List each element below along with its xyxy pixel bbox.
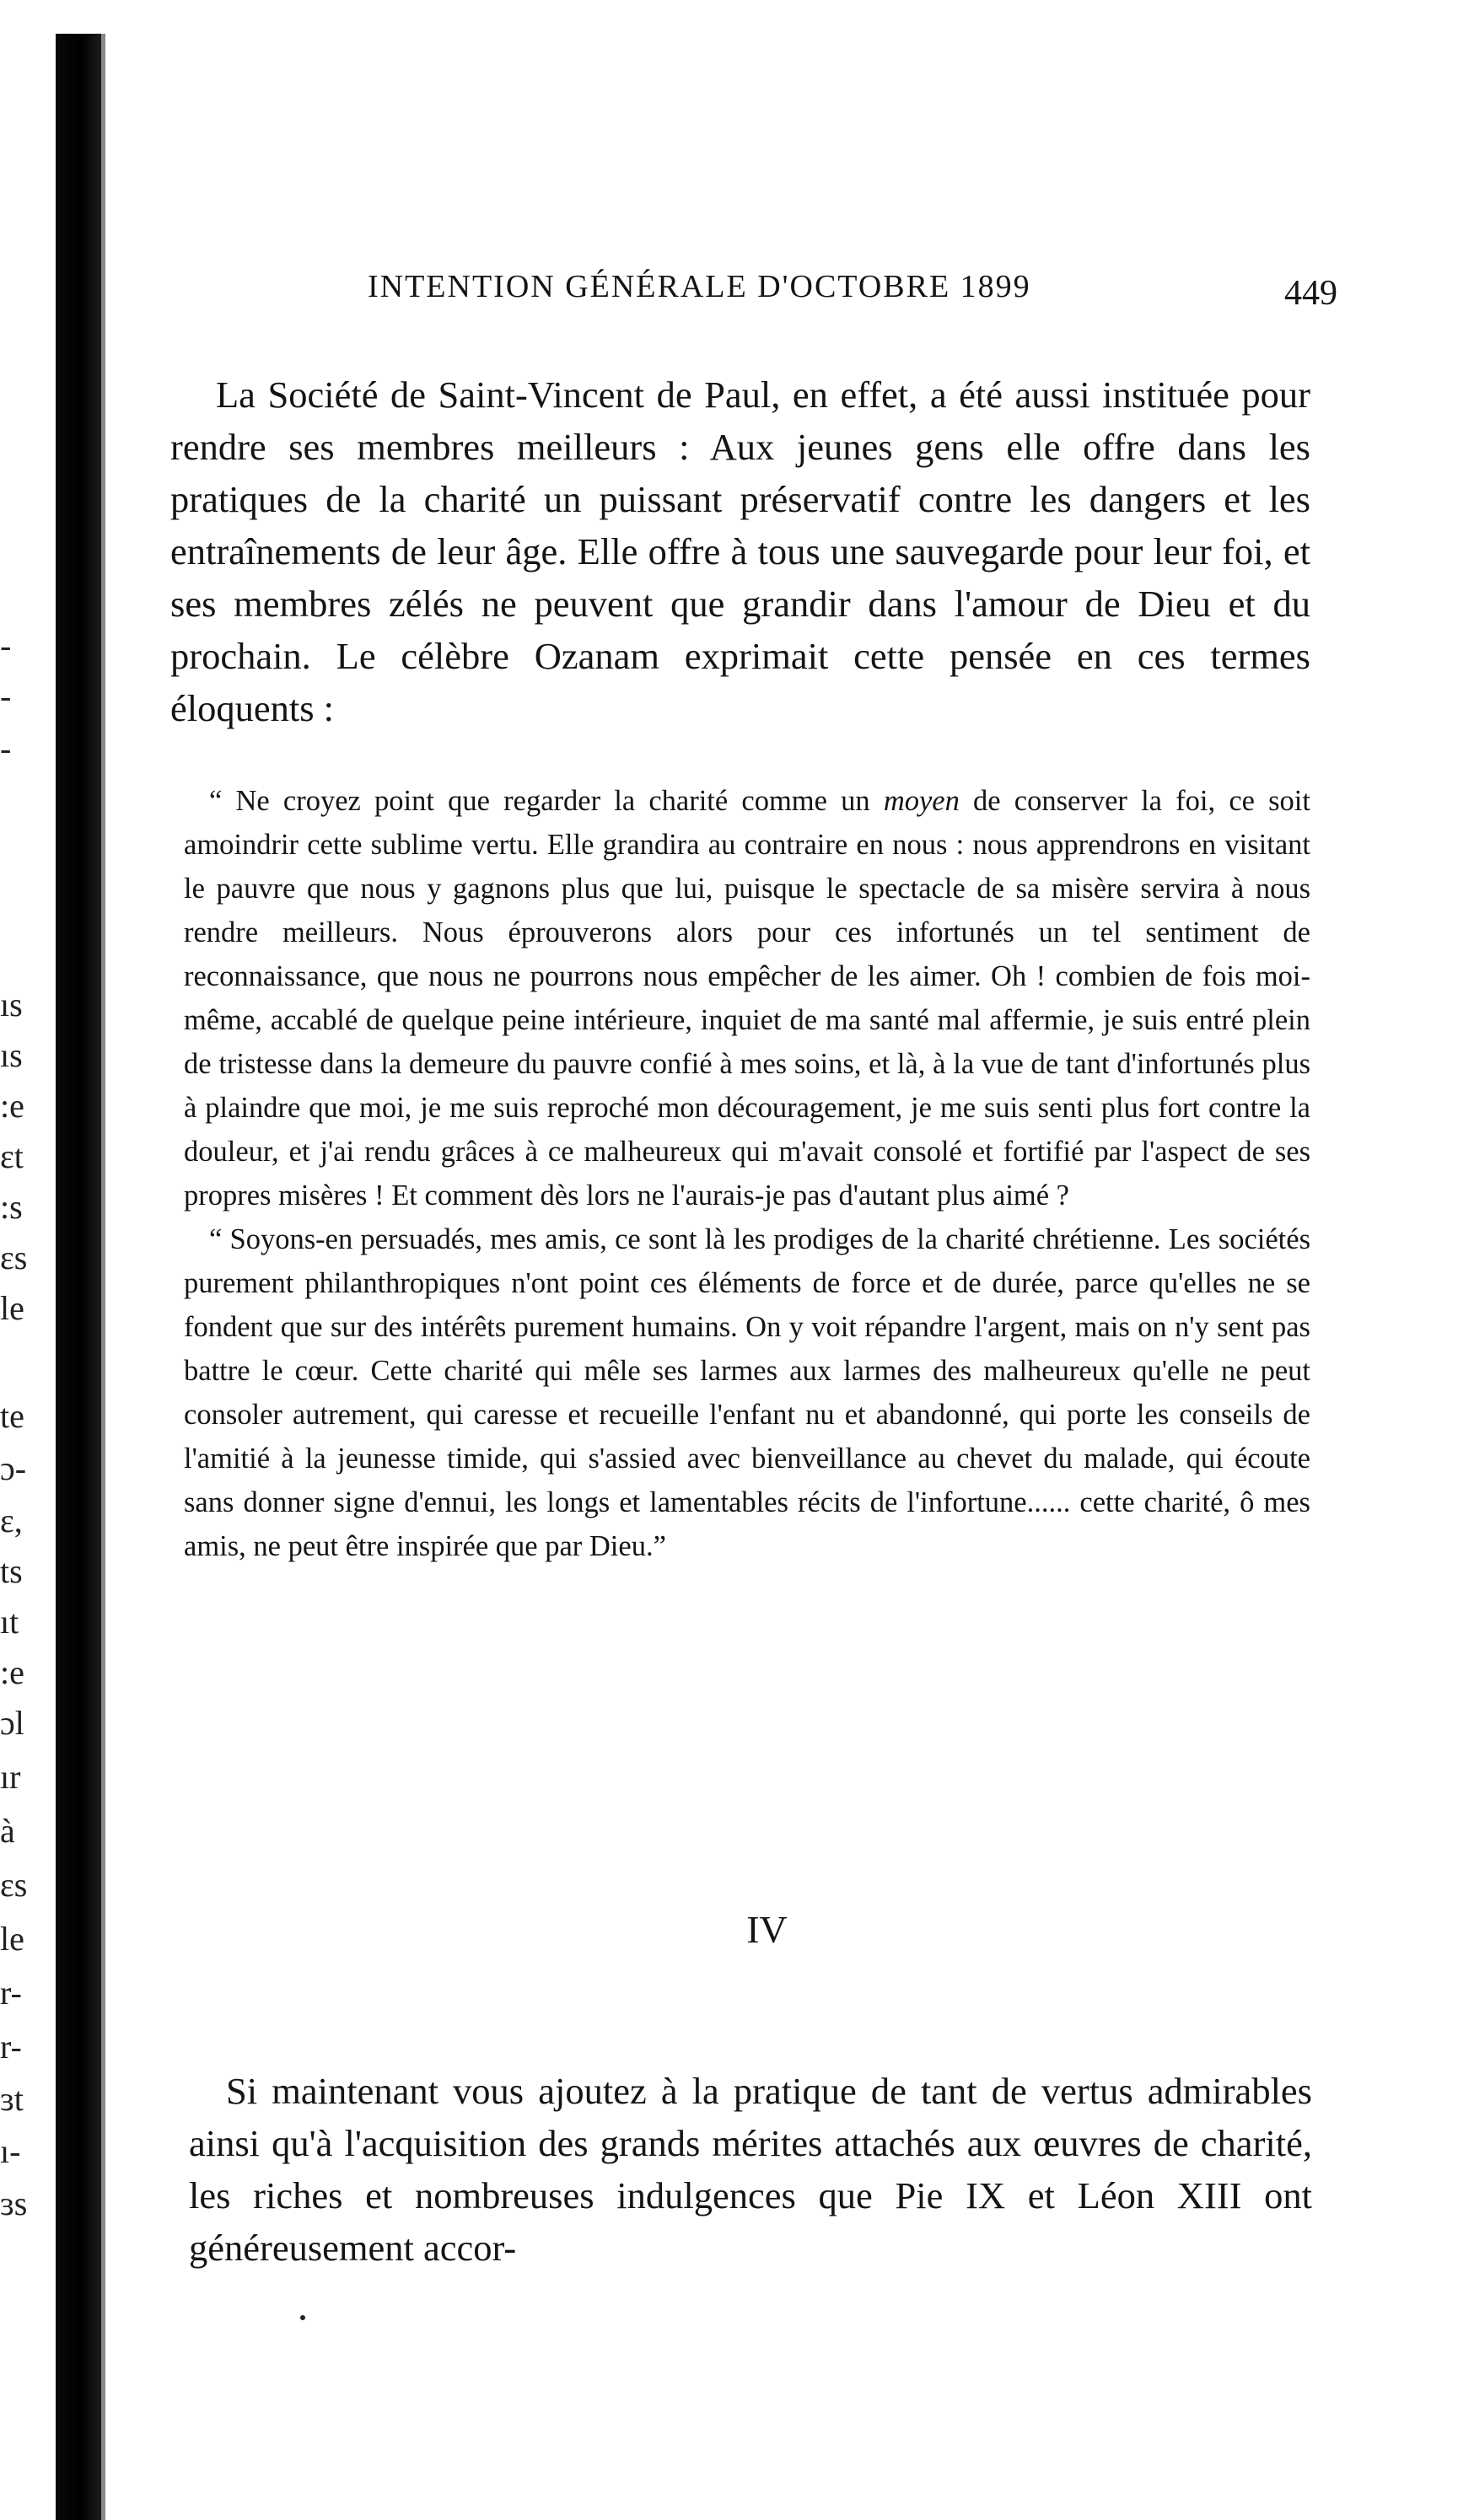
facing-page-fragment: ır <box>0 1758 21 1796</box>
facing-page-fragment: ıs <box>0 1036 23 1074</box>
paragraph-indulgences: Si maintenant vous ajoutez à la pratique de tant de vertus admirables ainsi qu'à l'acquisition des grands mérites attachés aux œuvres de charité, les riches et nombreuses indulgences que Pie IX et Léon XIII ont généreusement accor- <box>189 2069 1312 2269</box>
page-header <box>368 268 1337 319</box>
section-heading: IV <box>746 1908 788 1951</box>
facing-page-fragment: le <box>0 1289 24 1327</box>
facing-page-fragment: ɔ- <box>0 1449 27 1487</box>
book-spine-edge <box>101 34 105 2520</box>
quotation-paragraph-1 <box>184 779 1310 1217</box>
facing-page-fragment: r- <box>0 1974 22 2012</box>
facing-page-fragment: - <box>0 626 12 664</box>
book-spine-shadow <box>56 34 101 2520</box>
facing-page-fragment: - <box>0 677 12 715</box>
facing-page-fragment: ɛs <box>0 1866 28 1904</box>
facing-page-fragment: ıs <box>0 986 23 1024</box>
facing-page-fragment: :e <box>0 1087 24 1125</box>
facing-page-fragment: ɛt <box>0 1137 24 1175</box>
facing-page-fragment: :s <box>0 1188 23 1226</box>
page-number: 449 <box>1284 274 1337 313</box>
facing-page-fragment: :e <box>0 1653 24 1691</box>
paragraph-saint-vincent-society: La Société de Saint-Vincent de Paul, en effet, a été aussi instituée pour rendre ses membres meilleurs : Aux jeunes gens elle offre dans les pratiques de la charité un puissant préservatif contre les dangers et les entraînements de leur âge. Elle offre à tous une sauvegarde pour leur foi, et ses membres zélés ne peuvent que grandir dans l'amour de Dieu et du prochain. Le célèbre Ozanam exprimait cette pensée en ces termes éloquents : <box>170 373 1310 729</box>
running-head: INTENTION GÉNÉRALE D'OCTOBRE 1899 <box>368 269 1031 304</box>
facing-page-fragment: ıt <box>0 1603 19 1641</box>
quotation-text: de conserver la foi, ce soit amoindrir cette sublime vertu. Elle grandira au contraire en nous : nous apprendrons en visitant le pauvre que nous y gagnons plus que lui, puisque le spectacle de sa misère servira à nous rendre meilleurs. Nous éprouverons alors pour ces infortunés un tel sentiment de reconnaissance, que nous ne pourrons nous empêcher de les aimer. Oh ! combien de fois moi-même, accablé de quelque peine intérieure, inquiet de ma santé mal affermie, je suis entré plein de tristesse dans la demeure du pauvre confié à mes soins, et là, à la vue de tant d'infortunés plus à plaindre que moi, je me suis reproché mon découragement, je me suis senti plus fort contre la douleur, et j'ai rendu grâces à ce malheureux qui m'avait consolé et fortifié par l'aspect de ses propres misères ! Et comment dès lors ne l'aurais-je pas d'autant plus aimé ? <box>184 785 1310 1212</box>
facing-page-fragment: ɜt <box>0 2080 24 2118</box>
facing-page-fragment: ɛs <box>0 1239 28 1276</box>
facing-page-fragment: ɜs <box>0 2184 28 2222</box>
print-speck <box>300 2315 305 2320</box>
quotation-paragraph-2: “ Soyons-en persuadés, mes amis, ce sont là les prodiges de la charité chrétienne. Les sociétés purement philanthropiques n'ont point ces éléments de force et de durée, parce qu'elles ne se fondent que sur des intérêts purement humains. On y voit répandre l'argent, mais on n'y sent pas battre le cœur. Cette charité qui mêle ses larmes aux larmes des malheureux qu'elle ne peut consoler autrement, qui caresse et recueille l'enfant nu et abandonné, qui porte les conseils de l'amitié à la jeunesse timide, qui s'assied avec bienveillance au chevet du malade, qui écoute sans donner signe d'ennui, les longs et lamentables récits de l'infortune...... cette charité, ô mes amis, ne peut être inspirée que par Dieu.” <box>184 1223 1310 1562</box>
quotation-emphasis: moyen <box>883 785 960 817</box>
facing-page-fragment: ı- <box>0 2132 21 2170</box>
quotation-text: “ Ne croyez point que regarder la charité comme un <box>209 785 884 817</box>
ozanam-quotation <box>184 779 1310 1568</box>
facing-page-fragment: ts <box>0 1552 23 1590</box>
facing-page-fragment: - <box>0 729 12 767</box>
facing-page-fragment: te <box>0 1397 24 1435</box>
facing-page-fragment: le <box>0 1920 24 1958</box>
facing-page-fragments <box>0 0 51 2520</box>
facing-page-fragment: ɔl <box>0 1704 24 1742</box>
facing-page-fragment: à <box>0 1812 15 1850</box>
facing-page-fragment: r- <box>0 2028 22 2066</box>
facing-page-fragment: ɛ, <box>0 1502 23 1539</box>
